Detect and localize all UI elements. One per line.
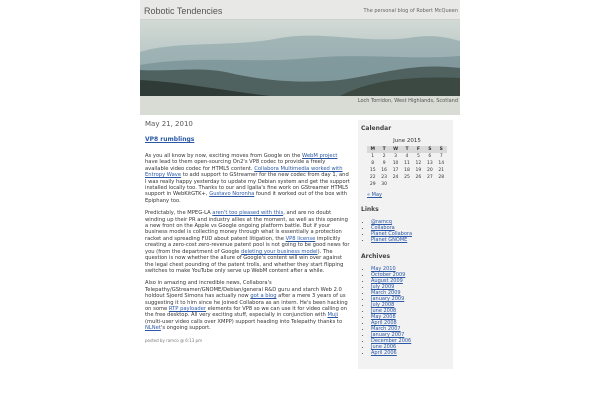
archive-link[interactable]: January 2007: [371, 332, 405, 338]
archive-link[interactable]: July 2008: [371, 302, 395, 308]
calendar-day: [424, 181, 435, 188]
webm-link[interactable]: WebM project: [302, 153, 338, 159]
link-ramcq[interactable]: @ramcq: [371, 219, 392, 225]
calendar-day-header: W: [390, 146, 401, 153]
link-planet-collabora[interactable]: Planet Collabora: [371, 231, 413, 237]
got-a-blog-link[interactable]: got a blog: [250, 293, 277, 300]
links-list: [371, 219, 450, 243]
link-planet-gnome[interactable]: Planet GNOME: [371, 237, 408, 243]
archives-list: [371, 266, 450, 356]
calendar-day: 15: [369, 168, 376, 173]
gustavo-link[interactable]: Gustavo Noronha: [209, 191, 255, 198]
calendar-day: 4: [405, 154, 409, 159]
post: [145, 136, 350, 343]
calendar-day: 30: [381, 182, 387, 187]
list-item: [371, 237, 450, 243]
banner-caption: Loch Torridon, West Highlands, Scotland: [357, 98, 458, 104]
archive-link[interactable]: May 2008: [371, 314, 396, 320]
calendar-day: 21: [438, 168, 445, 173]
archive-link[interactable]: May 2010: [371, 266, 396, 272]
calendar-prev-link[interactable]: « May: [367, 192, 382, 198]
calendar-day: 26: [415, 175, 422, 180]
archive-link[interactable]: August 2009: [371, 278, 403, 284]
calendar-day-header: T: [401, 146, 412, 153]
main-content: [145, 120, 350, 343]
calendar-month: June 2015: [393, 138, 421, 144]
calendar-day-header: T: [378, 146, 389, 153]
calendar-heading: Calendar: [361, 125, 392, 132]
calendar-day: 14: [438, 161, 445, 166]
list-item: [371, 350, 450, 356]
post-paragraph-2: Predictably, the MPEG-LA aren't too pleased with this, and are no doubt winding up their PR and industry allies at the moment, as well as this opening a new front on the Apple vs Google ongoing platform battle. But if your business model is collecting money through what is essentially a protection racket and spreading FUD about patent litigation, the VP8 license implicitly creating a zero-cost zero-revenue patent pool is not going to be good news for you (from the department of Google deleting your business model). The question is now whether the allure of Google's content will win over against the legal chest pounding of the patent trolls, and whether they start flipping switches to make YouTube only serve up WebM content after a while.: [145, 210, 350, 274]
calendar-day: 1: [371, 154, 375, 159]
post-meta: posted by ramco @ 6:13 pm: [145, 337, 202, 343]
calendar-day: 27: [426, 175, 433, 180]
calendar-day: 11: [404, 161, 410, 166]
post-paragraph-3: Also in amazing and incredible news, Collabora's Telepathy/GStreamer/GNOME/Debian/general R&D guru and starch Web 2.0 holdout Sjoerd Simons has actually now got a blog after a mere 3 years of us suggesting it to him since he joined Collabora as an intern. He's been hacking on some RTP payloader elements for VP8 so we can use it for video calling on the free desktop. All very exciting stuff, especially in conjunction with Muji (multi-user video calls over XMPP) support heading into Telepathy thanks to NLNet's ongoing support.: [145, 280, 348, 332]
calendar-day: 18: [404, 168, 410, 173]
calendar-day: 19: [415, 168, 422, 173]
muji-link[interactable]: Muji: [327, 312, 339, 319]
calendar-nav: [367, 192, 450, 198]
archive-link[interactable]: April 2006: [371, 350, 397, 356]
calendar-day: 10: [392, 161, 399, 166]
calendar-day: 28: [438, 175, 445, 180]
rtp-payloader-link[interactable]: RTP payloader: [168, 305, 207, 312]
calendar: [367, 138, 447, 188]
tagline: The personal blog of Robert McQueen: [363, 8, 458, 14]
calendar-day: 13: [426, 161, 433, 166]
calendar-day-header: S: [424, 146, 435, 153]
archive-link[interactable]: January 2009: [371, 296, 405, 302]
collabora-multimedia-link[interactable]: Collabora Multimedia worked with Entropy Wave: [145, 165, 343, 179]
calendar-day-header: M: [367, 146, 378, 153]
calendar-day: 3: [394, 154, 397, 159]
calendar-day: 22: [369, 175, 376, 180]
archive-link[interactable]: March 2007: [371, 326, 401, 332]
calendar-day: 6: [428, 154, 432, 159]
calendar-day-header: S: [436, 146, 447, 153]
archive-link[interactable]: July 2009: [371, 284, 395, 290]
site-title[interactable]: Robotic Tendencies: [144, 6, 223, 16]
calendar-day-header: F: [413, 146, 424, 153]
calendar-day: 20: [426, 168, 433, 173]
archive-link[interactable]: March 2009: [371, 290, 401, 296]
calendar-day: [413, 181, 424, 188]
calendar-day: 29: [369, 182, 376, 187]
calendar-day: 9: [382, 161, 386, 166]
post-paragraph-1: As you all know by now, exciting moves from Google on the WebM project have lead to them open-sourcing On2's VP8 codec to provide a freely available video codec for HTML5 content. Collabora Multimedia worked with Entropy Wave to add support to GStreamer for the new codec from day 1, and I was really happy yesterday to update my Debian system and get the support installed locally too. Thanks to our and Igalia's fine work on GStreamer HTML5 support in WebKitGTK+, Gustavo Noronha found it worked out of the box with Epiphany too.: [145, 153, 350, 204]
calendar-day: [390, 181, 401, 188]
sidebar: [358, 120, 453, 369]
landscape-photo: [140, 20, 460, 96]
calendar-day: 7: [439, 154, 443, 159]
calendar-day: 16: [381, 168, 387, 173]
links-heading: Links: [361, 206, 379, 213]
post-date: May 21, 2010: [145, 120, 193, 128]
archives-heading: Archives: [361, 253, 391, 260]
header-banner: [140, 20, 460, 96]
archive-link[interactable]: June 2008: [371, 308, 397, 314]
calendar-day: 5: [416, 154, 420, 159]
link-collabora[interactable]: Collabora: [371, 225, 395, 231]
archive-link[interactable]: April 2008: [371, 320, 397, 326]
calendar-day: 12: [415, 161, 422, 166]
nlnet-link[interactable]: NLNet: [145, 325, 161, 332]
calendar-day: [401, 181, 412, 188]
vp8-license-link[interactable]: VP8 license: [285, 235, 316, 242]
calendar-day: 2: [382, 154, 386, 159]
archive-link[interactable]: June 2006: [371, 344, 397, 350]
calendar-day: 8: [371, 161, 375, 166]
calendar-day: 24: [392, 175, 399, 180]
mpeg-la-link[interactable]: aren't too pleased with this: [212, 210, 284, 217]
archive-link[interactable]: December 2006: [371, 338, 412, 344]
post-title-link[interactable]: VP8 rumblings: [145, 136, 195, 143]
calendar-day: 25: [404, 175, 410, 180]
calendar-day: 17: [392, 168, 399, 173]
calendar-day: [436, 181, 447, 188]
archive-link[interactable]: October 2009: [371, 272, 406, 278]
calendar-day: 23: [381, 175, 387, 180]
business-model-link[interactable]: deleting your business model: [241, 248, 318, 255]
